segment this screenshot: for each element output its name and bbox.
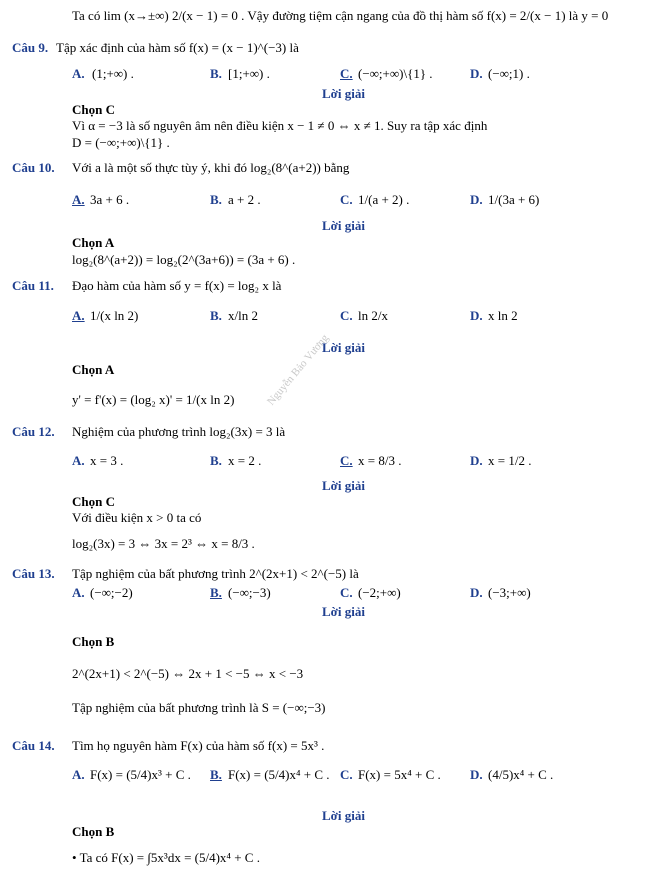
q12-option-d-label: D. [470, 453, 483, 468]
q11-option-d: x ln 2 [488, 308, 518, 323]
q12-option-a-label: A. [72, 453, 85, 468]
question-14-label: Câu 14. [12, 738, 55, 753]
question-13-text: Tập nghiệm của bất phương trình 2^(2x+1) < 2^(−5) là [72, 566, 359, 581]
q14-option-a: F(x) = (5/4)x³ + C . [90, 767, 191, 782]
q13-option-c: (−2;+∞) [358, 585, 401, 600]
q14-option-c: F(x) = 5x⁴ + C . [358, 767, 441, 782]
q12-option-b: x = 2 . [228, 453, 262, 468]
q14-option-c-label: C. [340, 767, 353, 782]
q11-solution-line: y' = f'(x) = (log₂ x)' = 1/(x ln 2) [72, 392, 235, 407]
q14-option-d: (4/5)x⁴ + C . [488, 767, 554, 782]
q11-option-a: 1/(x ln 2) [90, 308, 139, 323]
q10-option-b-label: B. [210, 192, 222, 207]
q11-answer: Chọn A [72, 362, 115, 377]
q11-option-a-label: A. [72, 308, 85, 323]
q9-option-c-label: C. [340, 66, 353, 81]
q13-option-d: (−3;+∞) [488, 585, 531, 600]
q12-solution-line-1: Với điều kiện x > 0 ta có [72, 510, 202, 525]
question-14-text: Tìm họ nguyên hàm F(x) của hàm số f(x) = 5x³ . [72, 738, 325, 753]
q11-option-b: x/ln 2 [228, 308, 258, 323]
q13-option-b-label: B. [210, 585, 222, 600]
q10-option-d-label: D. [470, 192, 483, 207]
q9-option-a-label: A. [72, 66, 85, 81]
question-13-label: Câu 13. [12, 566, 55, 581]
q12-option-a: x = 3 . [90, 453, 124, 468]
q12-option-b-label: B. [210, 453, 222, 468]
q14-solution-heading: Lời giải [322, 808, 365, 823]
q12-solution-heading: Lời giải [322, 478, 365, 493]
q11-option-c: ln 2/x [358, 308, 388, 323]
question-11-label: Câu 11. [12, 278, 54, 293]
q10-option-c: 1/(a + 2) . [358, 192, 410, 207]
q12-option-c-label: C. [340, 453, 353, 468]
q9-option-d-label: D. [470, 66, 483, 81]
q14-solution-line: • Ta có F(x) = ∫5x³dx = (5/4)x⁴ + C . [72, 850, 260, 865]
watermark: Nguyễn Bảo Vương [265, 332, 332, 408]
q9-option-b: [1;+∞) . [228, 66, 270, 81]
q10-option-c-label: C. [340, 192, 353, 207]
q14-option-d-label: D. [470, 767, 483, 782]
q11-option-c-label: C. [340, 308, 353, 323]
q9-option-b-label: B. [210, 66, 222, 81]
q13-answer: Chọn B [72, 634, 115, 649]
q13-option-b: (−∞;−3) [228, 585, 271, 600]
q9-option-a: (1;+∞) . [92, 66, 134, 81]
q13-solution-heading: Lời giải [322, 604, 365, 619]
q9-answer: Chọn C [72, 102, 115, 117]
q10-option-d: 1/(3a + 6) [488, 192, 540, 207]
q14-option-b: F(x) = (5/4)x⁴ + C . [228, 767, 330, 782]
question-9-label: Câu 9. [12, 40, 49, 55]
q9-solution-heading: Lời giải [322, 86, 365, 101]
q10-option-b: a + 2 . [228, 192, 261, 207]
q10-option-a-label: A. [72, 192, 85, 207]
q13-option-a-label: A. [72, 585, 85, 600]
q14-option-b-label: B. [210, 767, 222, 782]
q10-answer: Chọn A [72, 235, 115, 250]
q9-option-d: (−∞;1) . [488, 66, 530, 81]
q13-solution-line-2: Tập nghiệm của bất phương trình là S = (−∞;−3) [72, 700, 326, 715]
q13-solution-line-1: 2^(2x+1) < 2^(−5) ⇔ 2x + 1 < −5 ⇔ x < −3 [72, 666, 304, 681]
q11-option-d-label: D. [470, 308, 483, 323]
q14-answer: Chọn B [72, 824, 115, 839]
q12-answer: Chọn C [72, 494, 115, 509]
question-12-label: Câu 12. [12, 424, 55, 439]
q9-option-c: (−∞;+∞)\{1} . [358, 66, 433, 81]
question-10-text: Với a là một số thực tùy ý, khi đó log₂(8^(a+2)) bằng [72, 160, 350, 175]
question-9-text: Tập xác định của hàm số f(x) = (x − 1)^(−3) là [56, 40, 299, 55]
q13-option-c-label: C. [340, 585, 353, 600]
q9-solution-line-1: Vì α = −3 là số nguyên âm nên điều kiện x − 1 ≠ 0 ⇔ x ≠ 1. Suy ra tập xác định [72, 118, 488, 133]
intro-line: Ta có lim (x→±∞) 2/(x − 1) = 0 . Vậy đường tiệm cận ngang của đồ thị hàm số f(x) = 2/(x − 1) là y = 0 [72, 8, 609, 23]
q13-option-a: (−∞;−2) [90, 585, 133, 600]
q10-solution-line: log₂(8^(a+2)) = log₂(2^(3a+6)) = (3a + 6) . [72, 252, 296, 267]
q9-solution-line-2: D = (−∞;+∞)\{1} . [72, 135, 170, 150]
q14-option-a-label: A. [72, 767, 85, 782]
q10-option-a: 3a + 6 . [90, 192, 130, 207]
question-10-label: Câu 10. [12, 160, 55, 175]
question-12-text: Nghiệm của phương trình log₂(3x) = 3 là [72, 424, 286, 439]
q11-solution-heading: Lời giải [322, 340, 365, 355]
q11-option-b-label: B. [210, 308, 222, 323]
q13-option-d-label: D. [470, 585, 483, 600]
q10-solution-heading: Lời giải [322, 218, 365, 233]
question-11-text: Đạo hàm của hàm số y = f(x) = log₂ x là [72, 278, 282, 293]
q12-option-c: x = 8/3 . [358, 453, 402, 468]
q12-solution-line-2: log₂(3x) = 3 ⇔ 3x = 2³ ⇔ x = 8/3 . [72, 536, 255, 551]
q12-option-d: x = 1/2 . [488, 453, 532, 468]
